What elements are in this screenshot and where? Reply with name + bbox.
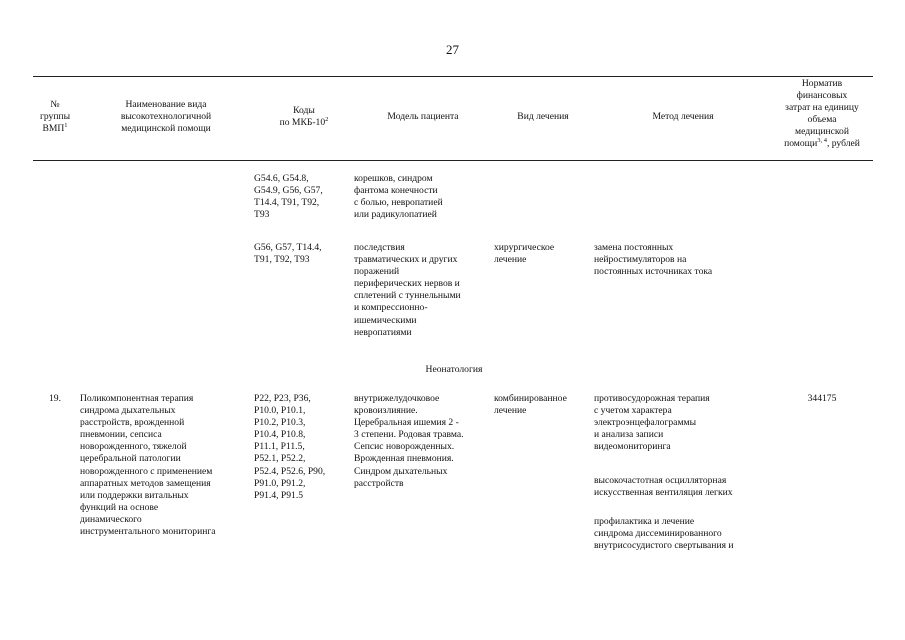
row-19-number: 19. [49,393,61,404]
header-financial-norm: Норматив финансовых затрат на единицу объема медицинской помощи$^{3, 4}$, рублей [784,78,860,150]
row-19-method-2: высокочастотная осцилляторная искусственная вентиляция легких [594,475,733,499]
continuation-model-1: корешков, синдром фантома конечности с болью, невропатией или радикулопатией [354,173,443,221]
row-19-care-name: Поликомпонентная терапия синдрома дыхательных расстройств, врожденной пневмонии, сепсиса новорожденного, тяжелой церебральной патологии новорожденного с применением аппаратных методов замещения или поддержки витальных функций на основе динамического инструментального мониторинга [80,393,216,538]
row-19-method-1: противосудорожная терапия с учетом характера электроэнцефалограммы и анализа записи видеомониторинга [594,393,710,453]
section-title-neonatology: Неонатология [425,364,483,375]
table-top-border [33,76,873,77]
continuation-treatment-2: хирургическое лечение [494,242,555,266]
continuation-codes-1: G54.6, G54.8, G54.9, G56, G57, T14.4, T91, T92, T93 [254,173,323,221]
header-treatment-type: Вид лечения [517,111,569,122]
row-19-treatment-type: комбинированное лечение [494,393,567,417]
row-19-financial-norm: 344175 [807,393,837,404]
row-19-method-3: профилактика и лечение синдрома диссеминированного внутрисосудистого свертывания и [594,516,734,552]
continuation-model-2: последствия травматических и других поражений периферических нервов и сплетений с туннельными и компрессионно- ишемическими невропатиями [354,242,461,338]
row-19-patient-model: внутрижелудочковое кровоизлияние. Церебральная ишемия 2 - 3 степени. Родовая травма. Сепсис новорожденных. Врожденная пневмония. Синдром дыхательных расстройств [354,393,464,489]
header-icd-codes: Коды по МКБ-$10^2$ [279,105,329,129]
table-header-bottom-border [33,160,873,161]
header-care-type-name: Наименование вида высокотехнологичной медицинской помощи [120,99,212,135]
page-number: 27 [446,42,459,57]
header-treatment-method: Метод лечения [652,111,714,122]
row-19-codes: P22, P23, P36, P10.0, P10.1, P10.2, P10.3, P10.4, P10.8, P11.1, P11.5, P52.1, P52.2, P52.4, P52.6, P90, P91.0, P91.2, P91.4, P91.5 [254,393,326,501]
header-patient-model: Модель пациента [387,111,459,122]
continuation-codes-2: G56, G57, T14.4, T91, T92, T93 [254,242,322,266]
continuation-method-2: замена постоянных нейростимуляторов на постоянных источниках тока [594,242,713,278]
header-group-number: № группы ВМП$^1$ [39,99,71,135]
